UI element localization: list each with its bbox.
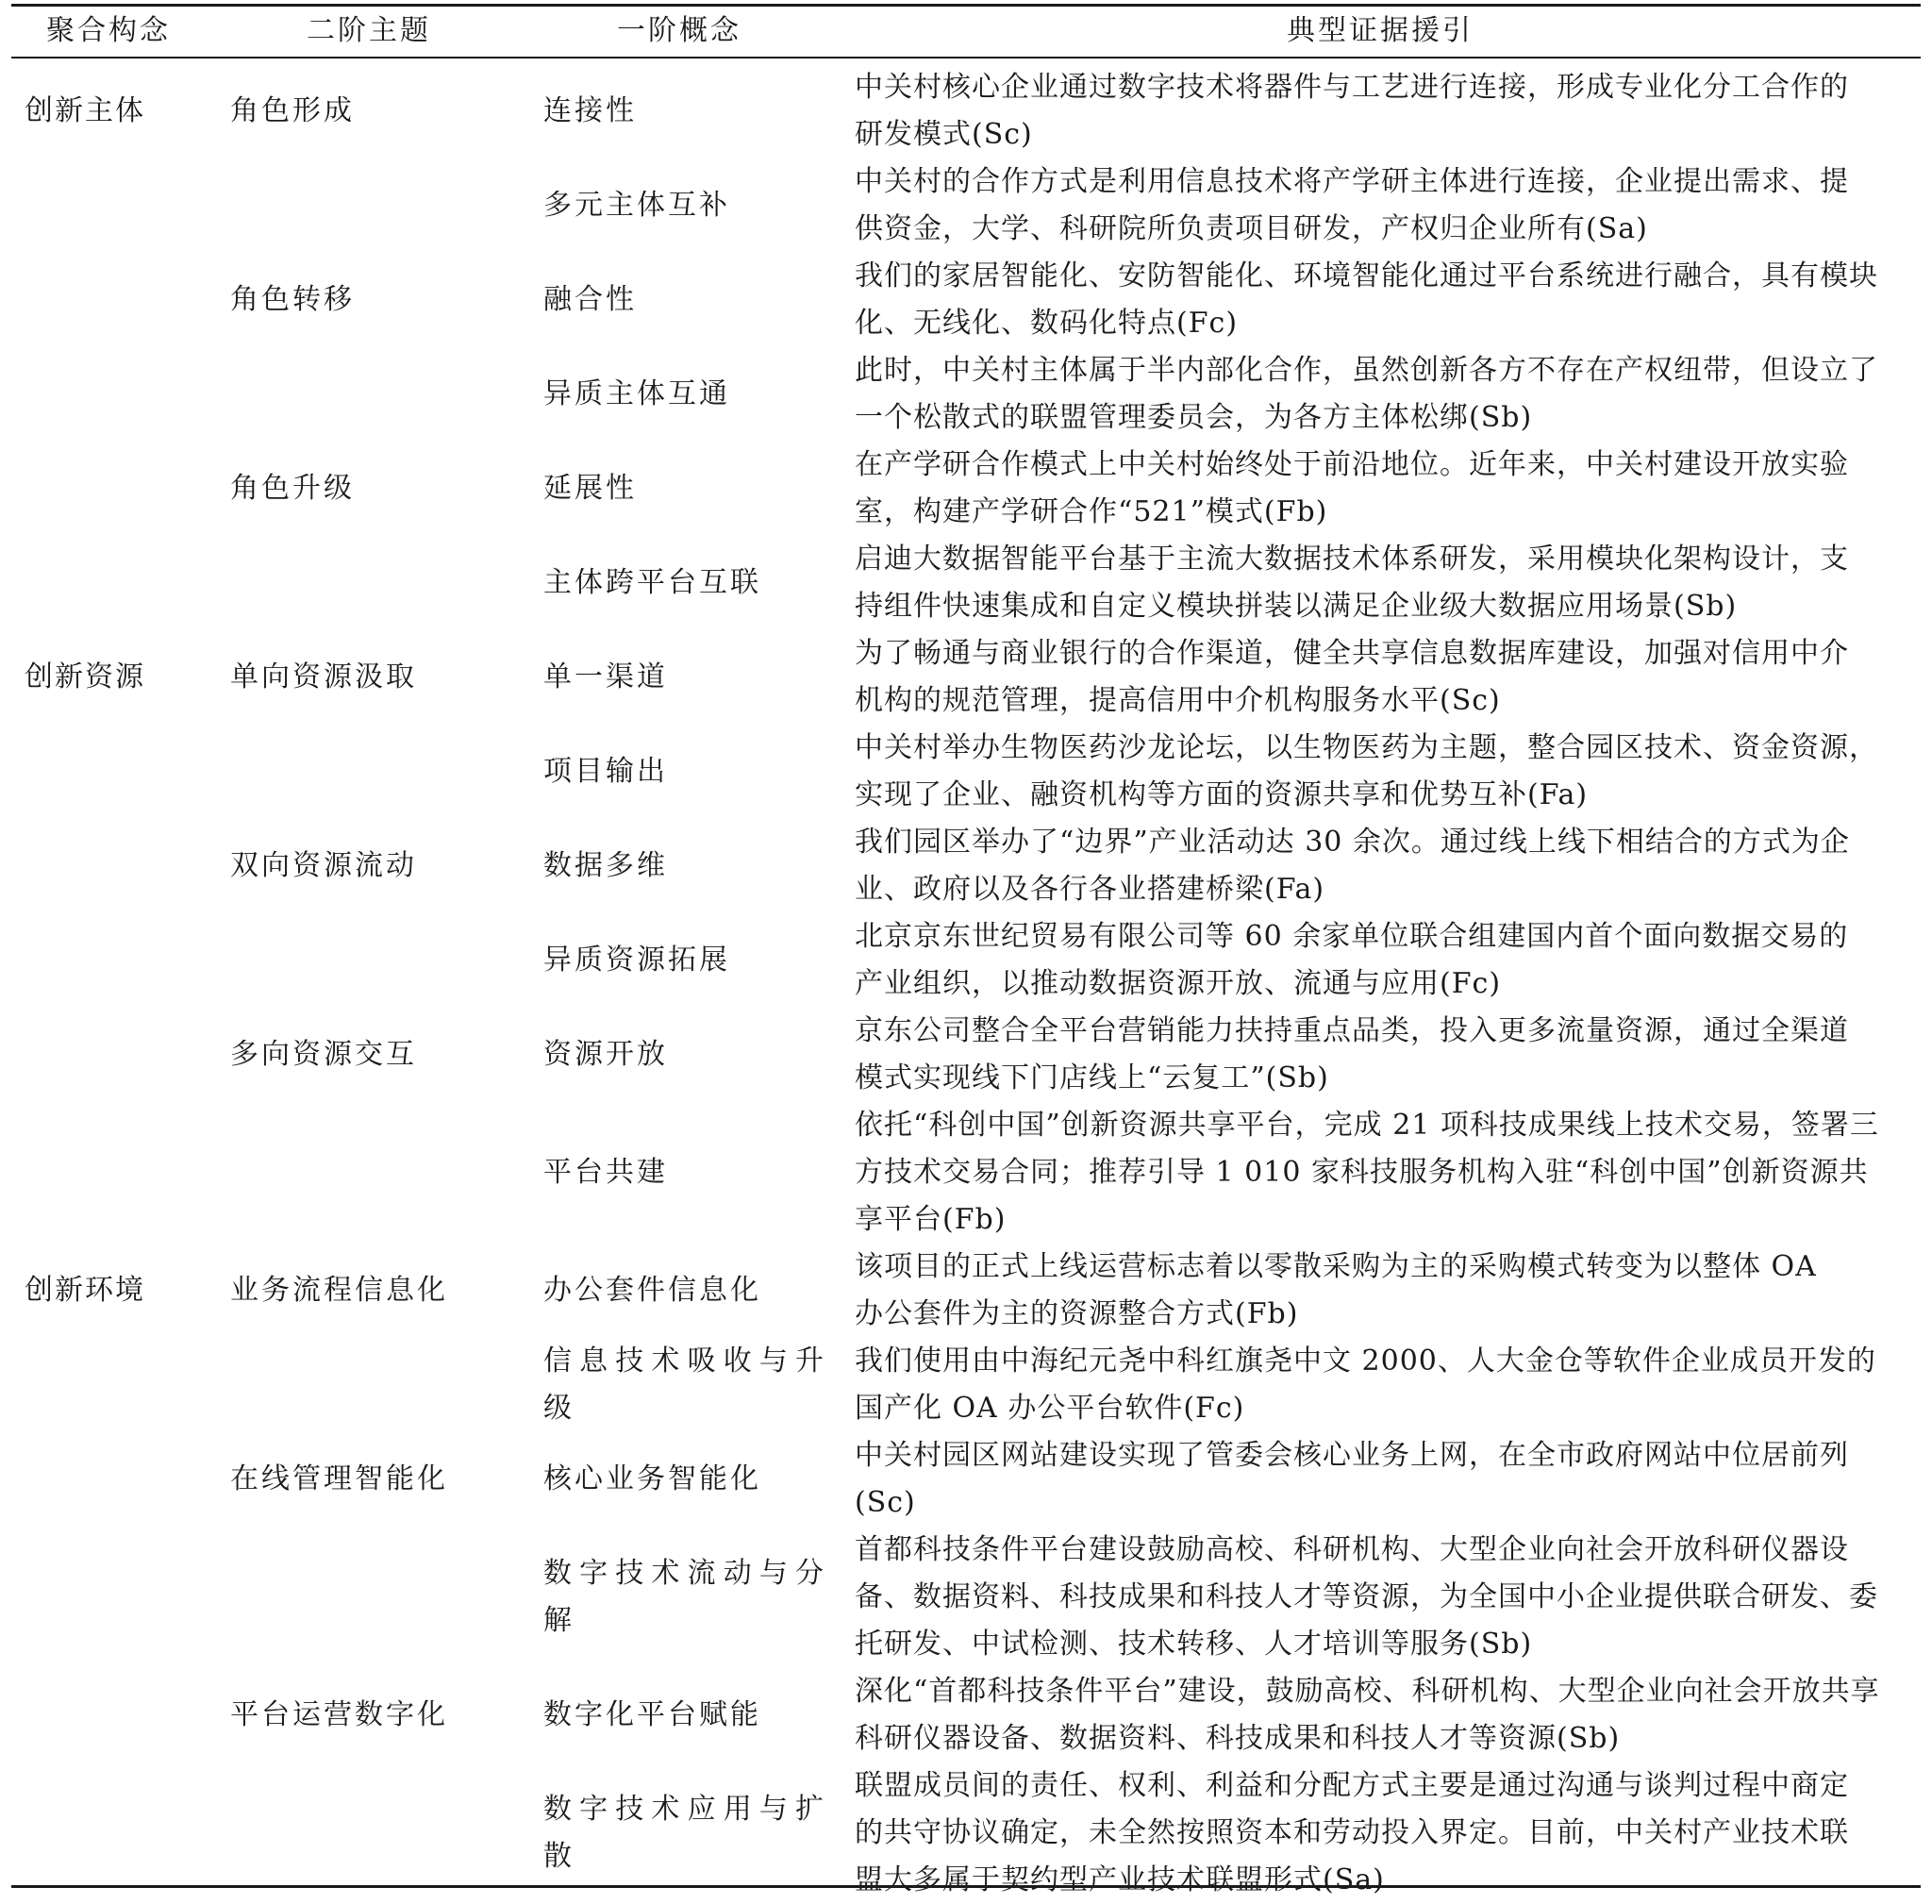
concept-line: 信息技术吸收与升 <box>543 1344 826 1378</box>
evidence-line: 国产化 OA 办公平台软件(Fc) <box>855 1392 1245 1425</box>
evidence-cell <box>855 913 1906 1008</box>
evidence-line: 研发模式(Sc) <box>855 118 1033 151</box>
evidence-line: 盟大多属于契约型产业技术联盟形式(Sa) <box>855 1863 1385 1896</box>
evidence-line: 实现了企业、融资机构等方面的资源共享和优势互补(Fa) <box>855 778 1589 811</box>
column-header-concept: 一阶概念 <box>617 14 741 47</box>
evidence-cell <box>855 1762 1906 1904</box>
concept-line: 数字技术应用与扩 <box>543 1793 826 1826</box>
theme-cell: 多向资源交互 <box>230 1038 417 1071</box>
concept-cell: 多元主体互补 <box>543 189 730 222</box>
evidence-line: 京东公司整合全平台营销能力扶持重点品类，投入更多流量资源，通过全渠道 <box>855 1014 1849 1047</box>
evidence-line: 中关村举办生物医药沙龙论坛，以生物医药为主题，整合园区技术、资金资源， <box>855 731 1878 764</box>
evidence-line: 备、数据资料、科技成果和科技人才等资源，为全国中小企业提供联合研发、委 <box>855 1580 1878 1613</box>
concept-cell: 主体跨平台互联 <box>543 566 761 599</box>
concept-cell: 融合性 <box>543 283 637 316</box>
evidence-line: 启迪大数据智能平台基于主流大数据技术体系研发，采用模块化架构设计，支 <box>855 543 1849 576</box>
evidence-line: 该项目的正式上线运营标志着以零散采购为主的采购模式转变为以整体 OA <box>855 1250 1817 1283</box>
evidence-line: 首都科技条件平台建设鼓励高校、科研机构、大型企业向社会开放科研仪器设 <box>855 1533 1849 1566</box>
evidence-line: 我们的家居智能化、安防智能化、环境智能化通过平台系统进行融合，具有模块 <box>855 259 1878 292</box>
evidence-line: 我们使用由中海纪元尧中科红旗尧中文 2000、人大金仓等软件企业成员开发的 <box>855 1344 1876 1378</box>
concept-cell <box>543 1786 826 1880</box>
concept-line: 散 <box>543 1840 575 1873</box>
evidence-line: 联盟成员间的责任、权利、利益和分配方式主要是通过沟通与谈判过程中商定 <box>855 1769 1849 1802</box>
evidence-line: 方技术交易合同；推荐引导 1 010 家科技服务机构入驻“科创中国”创新资源共 <box>855 1156 1869 1189</box>
evidence-cell <box>855 1102 1906 1244</box>
column-header-construct: 聚合构念 <box>46 14 171 47</box>
theme-cell: 角色形成 <box>230 94 355 127</box>
concept-cell: 数字化平台赋能 <box>543 1698 761 1731</box>
evidence-cell <box>855 819 1906 913</box>
evidence-cell <box>855 442 1906 536</box>
evidence-line: 业、政府以及各行各业搭建桥梁(Fa) <box>855 873 1325 906</box>
concept-line: 数字技术流动与分 <box>543 1557 826 1590</box>
evidence-cell <box>855 159 1906 253</box>
evidence-line: 机构的规范管理，提高信用中介机构服务水平(Sc) <box>855 684 1501 717</box>
evidence-line: 供资金，大学、科研院所负责项目研发，产权归企业所有(Sa) <box>855 212 1648 245</box>
evidence-line: 在产学研合作模式上中关村始终处于前沿地位。近年来，中关村建设开放实验 <box>855 448 1849 481</box>
theme-cell: 业务流程信息化 <box>230 1274 448 1307</box>
evidence-line: 科研仪器设备、数据资料、科技成果和科技人才等资源(Sb) <box>855 1722 1621 1755</box>
evidence-cell <box>855 1244 1906 1338</box>
concept-cell <box>543 1550 826 1645</box>
evidence-cell <box>855 1008 1906 1102</box>
evidence-line: 产业组织，以推动数据资源开放、流通与应用(Fc) <box>855 967 1502 1000</box>
evidence-line: 中关村的合作方式是利用信息技术将产学研主体进行连接，企业提出需求、提 <box>855 165 1849 198</box>
evidence-cell <box>855 536 1906 630</box>
theme-cell: 单向资源汲取 <box>230 660 417 693</box>
evidence-line: 北京京东世纪贸易有限公司等 60 余家单位联合组建国内首个面向数据交易的 <box>855 920 1849 953</box>
concept-cell <box>543 1338 826 1432</box>
concept-cell: 核心业务智能化 <box>543 1462 761 1495</box>
evidence-line: 室，构建产学研合作“521”模式(Fb) <box>855 495 1328 528</box>
evidence-cell <box>855 253 1906 347</box>
evidence-line: 我们园区举办了“边界”产业活动达 30 余次。通过线上线下相结合的方式为企 <box>855 826 1850 859</box>
construct-cell: 创新主体 <box>25 94 145 127</box>
evidence-line: 中关村园区网站建设实现了管委会核心业务上网，在全市政府网站中位居前列 <box>855 1439 1849 1472</box>
evidence-line: 持组件快速集成和自定义模块拼装以满足企业级大数据应用场景(Sb) <box>855 590 1738 623</box>
column-header-theme: 二阶主题 <box>307 14 431 47</box>
evidence-line: 中关村核心企业通过数字技术将器件与工艺进行连接，形成专业化分工合作的 <box>855 71 1849 104</box>
concept-cell: 平台共建 <box>543 1156 668 1189</box>
construct-cell: 创新环境 <box>25 1274 145 1307</box>
evidence-cell <box>855 1338 1906 1432</box>
concept-cell: 连接性 <box>543 94 637 127</box>
concept-cell: 数据多维 <box>543 849 668 882</box>
concept-cell: 资源开放 <box>543 1038 668 1071</box>
concept-cell: 异质主体互通 <box>543 377 730 410</box>
concept-cell: 单一渠道 <box>543 660 668 693</box>
evidence-line: 此时，中关村主体属于半内部化合作，虽然创新各方不存在产权纽带，但设立了 <box>855 354 1878 387</box>
evidence-line: 模式实现线下门店线上“云复工”(Sb) <box>855 1061 1329 1094</box>
concept-cell: 异质资源拓展 <box>543 944 730 977</box>
concept-cell: 项目输出 <box>543 755 668 788</box>
table-header-rule <box>11 57 1921 58</box>
evidence-line: 的共守协议确定，未全然按照资本和劳动投入界定。目前，中关村产业技术联 <box>855 1816 1849 1849</box>
evidence-line: 一个松散式的联盟管理委员会，为各方主体松绑(Sb) <box>855 401 1533 434</box>
concept-line: 解 <box>543 1604 575 1637</box>
theme-cell: 双向资源流动 <box>230 849 417 882</box>
theme-cell: 角色转移 <box>230 283 355 316</box>
evidence-cell <box>855 347 1906 442</box>
evidence-cell <box>855 1527 1906 1668</box>
concept-cell: 办公套件信息化 <box>543 1274 761 1307</box>
evidence-line: 深化“首都科技条件平台”建设，鼓励高校、科研机构、大型企业向社会开放共享 <box>855 1675 1880 1708</box>
evidence-line: 享平台(Fb) <box>855 1203 1007 1236</box>
concept-cell: 延展性 <box>543 472 637 505</box>
evidence-cell <box>855 630 1906 725</box>
evidence-line: 为了畅通与商业银行的合作渠道，健全共享信息数据库建设，加强对信用中介 <box>855 637 1849 670</box>
evidence-cell <box>855 1668 1906 1762</box>
evidence-line: 托研发、中试检测、技术转移、人才培训等服务(Sb) <box>855 1628 1533 1661</box>
evidence-cell <box>855 725 1906 819</box>
construct-cell: 创新资源 <box>25 660 145 693</box>
evidence-line: 办公套件为主的资源整合方式(Fb) <box>855 1297 1299 1330</box>
evidence-line: 依托“科创中国”创新资源共享平台，完成 21 项科技成果线上技术交易，签署三 <box>855 1109 1879 1142</box>
theme-cell: 在线管理智能化 <box>230 1462 448 1495</box>
theme-cell: 角色升级 <box>230 472 355 505</box>
evidence-line: 化、无线化、数码化特点(Fc) <box>855 307 1239 340</box>
evidence-cell <box>855 1432 1906 1527</box>
concept-line: 级 <box>543 1392 575 1425</box>
evidence-cell <box>855 64 1906 159</box>
column-header-evidence: 典型证据援引 <box>1287 14 1474 47</box>
evidence-line: (Sc) <box>855 1486 916 1519</box>
theme-cell: 平台运营数字化 <box>230 1698 448 1731</box>
